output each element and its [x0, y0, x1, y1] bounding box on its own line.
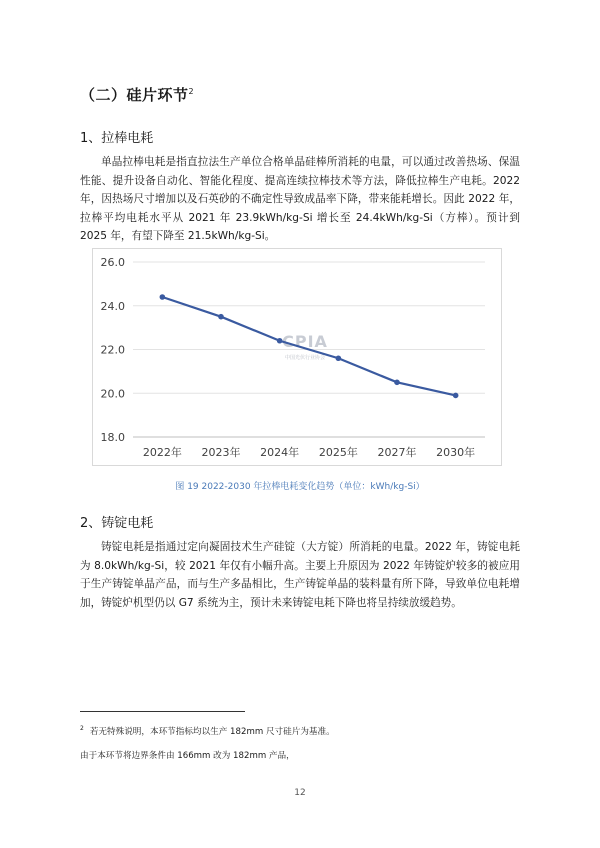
y-tick-label: 24.0	[100, 299, 125, 313]
data-point	[160, 294, 166, 300]
subsection-title-pulling: 1、拉棒电耗	[80, 131, 154, 146]
paragraph-pulling-power: 单晶拉棒电耗是指直拉法生产单位合格单晶硅棒所消耗的电量，可以通过改善热场、保温性能、提升设备自动化、智能化程度、提高连续拉棒技术等方法，降低拉棒生产电耗。2022 年，因热场尺寸增加以及石英砂的不确定性导致成晶率下降，带来能耗增长。因此 2022 年，拉棒平均电耗水平从 2021 年 23.9kWh/kg-Si 增长至 24.4kWh/kg-Si（方棒）。预计到 2025 年，有望下降至 21.5kWh/kg-Si。	[80, 156, 520, 242]
page-number: 12	[294, 788, 306, 798]
footnote-text-1: 若无特殊说明，本环节指标均以生产 182mm 尺寸硅片为基准。	[89, 727, 335, 737]
data-point	[336, 355, 342, 361]
data-point	[218, 314, 224, 320]
chart-container	[92, 248, 502, 466]
x-tick-label: 2023年	[201, 446, 241, 459]
data-point	[453, 393, 459, 399]
line-chart	[93, 249, 503, 467]
y-tick-label: 22.0	[100, 343, 125, 357]
data-point	[277, 338, 283, 344]
footnote-text-2: 由于本环节将边界条件由 166mm 改为 182mm 产品，	[80, 751, 295, 761]
cpia-watermark	[282, 332, 328, 361]
footnote-ref[interactable]: 2	[188, 87, 195, 96]
x-tick-label: 2024年	[260, 446, 300, 459]
figure-caption: 图 19 2022-2030 年拉棒电耗变化趋势（单位：kWh/kg-Si）	[175, 482, 425, 492]
x-tick-label: 2030年	[436, 446, 476, 459]
y-tick-label: 26.0	[100, 256, 125, 269]
section-title-text: （二）硅片环节	[80, 86, 189, 104]
paragraph-ingot-power: 铸锭电耗是指通过定向凝固技术生产硅锭（大方锭）所消耗的电量。2022 年，铸锭电耗为 8.0kWh/kg-Si，较 2021 年仅有小幅升高。主要上升原因为 2022 年铸锭炉较多的被应用于生产铸锭单晶产品，而与生产多晶相比，生产铸锭单晶的装料量有所下降，导致单位电耗增加，铸锭炉机型仍以 G7 系统为主，预计未来铸锭电耗下降也将呈持续放缓趋势。	[80, 541, 520, 609]
footnote-1	[80, 725, 335, 737]
x-tick-label: 2027年	[377, 446, 417, 459]
data-point	[394, 380, 400, 386]
watermark-text: CPIA	[282, 332, 328, 351]
section-title	[80, 84, 194, 105]
footnote-number: 2	[80, 725, 84, 733]
x-tick-label: 2025年	[318, 446, 358, 459]
watermark-subtext: 中国光伏行业协会	[284, 355, 326, 361]
footnote-divider	[80, 711, 245, 712]
subsection-title-ingot: 2、铸锭电耗	[80, 516, 154, 531]
x-tick-label: 2022年	[142, 446, 182, 459]
y-tick-label: 20.0	[100, 387, 125, 401]
y-tick-label: 18.0	[100, 431, 125, 444]
